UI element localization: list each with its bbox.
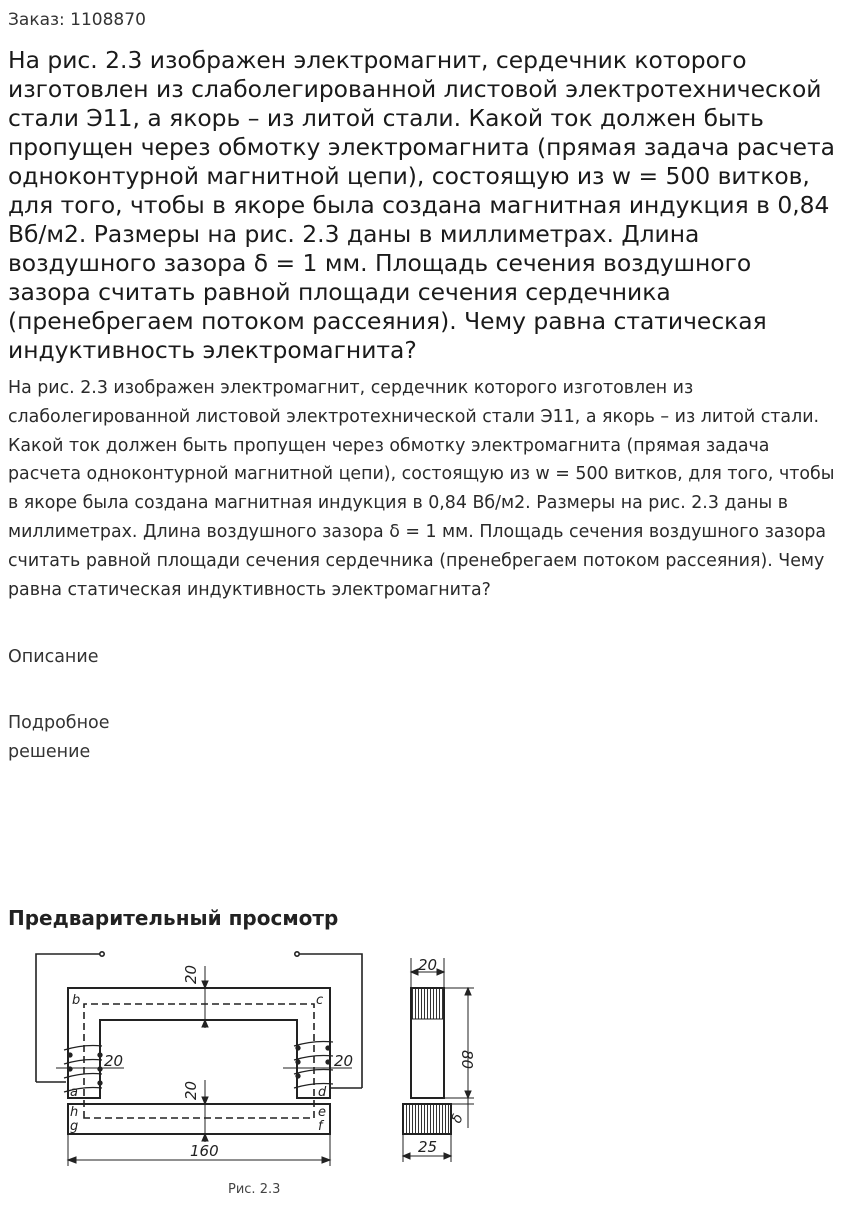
dim-armature-label: 20 bbox=[182, 1080, 200, 1100]
order-number: Заказ: 1108870 bbox=[8, 10, 146, 30]
description-label[interactable]: Описание bbox=[8, 647, 99, 667]
detailed-solution-label[interactable]: Подробное решение bbox=[8, 713, 110, 762]
front-view bbox=[36, 952, 362, 1166]
dim-top-thickness bbox=[202, 966, 208, 1028]
core-side-hatch bbox=[412, 989, 443, 1019]
armature bbox=[68, 1104, 330, 1134]
point-f: f bbox=[318, 1119, 323, 1134]
dim-armature-width-label: 25 bbox=[418, 1138, 438, 1156]
point-h: h bbox=[70, 1105, 79, 1120]
preview-heading: Предварительный просмотр bbox=[8, 906, 339, 930]
dim-armature bbox=[202, 1080, 208, 1142]
dim-gap-label: δ bbox=[448, 1111, 467, 1126]
point-g: g bbox=[70, 1119, 79, 1134]
dim-length-label: 160 bbox=[190, 1142, 219, 1160]
task-title: На рис. 2.3 изображен электромагнит, сердечник которого изготовлен из слаболегированной листовой электротехнической стали Э11, а якорь – из литой стали. Какой ток должен быть пропущен через обмотку электромагнита (прямая задача расчета одноконтурной магнитной цепи), состоящую из w = 500 витков, для того, чтобы в якоре была создана магнитная индукция в 0,84 Вб/м2. Размеры на рис. 2.3 даны в миллиметрах. Длина воздушного зазора δ = 1 мм. Площадь сечения воздушного зазора считать равной площади сечения сердечника (пренебрегаем потоком рассеяния). Чему равна статическая индуктивность электромагнита? bbox=[8, 46, 835, 364]
point-a: a bbox=[70, 1085, 78, 1100]
dim-left-leg-label: 20 bbox=[104, 1052, 124, 1070]
dim-height-label: 80 bbox=[458, 1050, 476, 1070]
point-b: b bbox=[72, 993, 81, 1008]
dim-side-width-label: 20 bbox=[418, 956, 438, 974]
dim-right-leg-label: 20 bbox=[334, 1052, 354, 1070]
figure-caption: Рис. 2.3 bbox=[228, 1182, 281, 1197]
electromagnet-figure bbox=[0, 940, 500, 1208]
point-c: c bbox=[316, 993, 324, 1008]
dim-height bbox=[444, 988, 474, 1098]
side-view bbox=[403, 956, 476, 1162]
dim-top-thickness-label: 20 bbox=[182, 964, 200, 984]
task-body: На рис. 2.3 изображен электромагнит, сердечник которого изготовлен из слаболегированной листовой электротехнической стали Э11, а якорь – из литой стали. Какой ток должен быть пропущен через обмотку электромагнита (прямая задача расчета одноконтурной магнитной цепи), состоящую из w = 500 витков, для того, чтобы в якоре была создана магнитная индукция в 0,84 Вб/м2. Размеры на рис. 2.3 даны в миллиметрах. Длина воздушного зазора δ = 1 мм. Площадь сечения воздушного зазора считать равной площади сечения сердечника (пренебрегаем потоком рассеяния). Чему равна статическая индуктивность электромагнита? bbox=[8, 378, 835, 600]
point-d: d bbox=[318, 1085, 327, 1100]
armature-side bbox=[403, 1104, 451, 1134]
point-e: e bbox=[318, 1105, 326, 1120]
